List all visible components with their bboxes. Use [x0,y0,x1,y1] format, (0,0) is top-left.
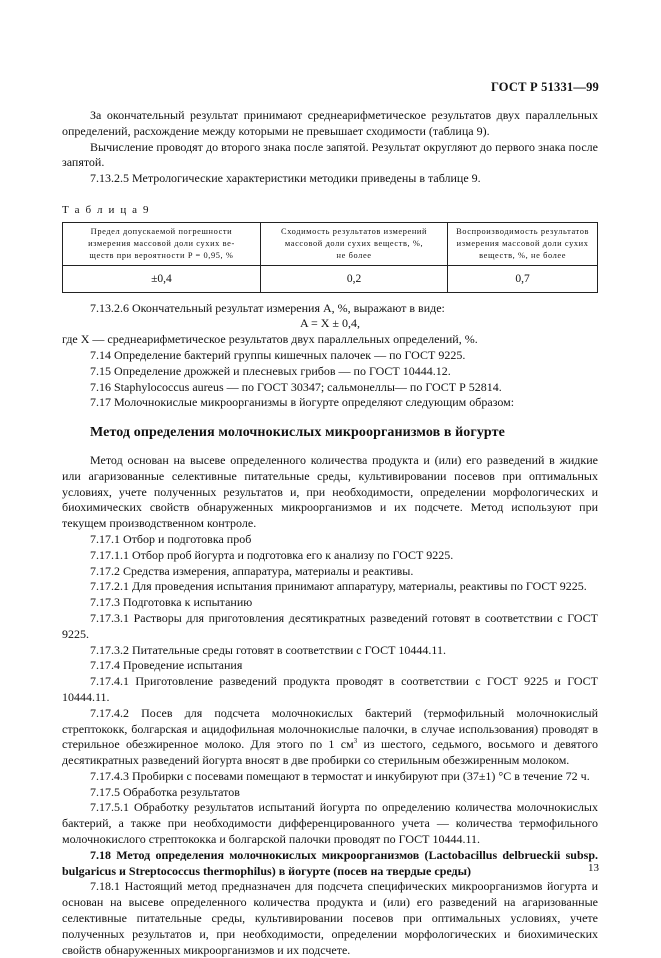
header-line: измерения массовой доли сухих ве- [88,238,235,248]
table-header-row [63,222,598,265]
paragraph: За окончательный результат принимают среднеарифметическое результатов двух параллельных определений, расхождение между которыми не превышает сходимости (таблица 9). [62,108,598,138]
paragraph: 7.16 Staphylococcus aureus — по ГОСТ 30347; сальмонеллы— по ГОСТ Р 52814. [90,379,502,394]
table-9 [62,222,598,293]
paragraph: 7.17.4.3 Пробирки с посевами помещают в термостат и инкубируют при (37±1) °С в течение 72 ч. [90,768,590,783]
subsection-heading: 7.18 Метод определения молочнокислых микроорганизмов (Lactobacillus delbrueckii subsp. bulgaricus и Streptococcus thermophilus) в йогурте (посев на твердые среды) [62,847,598,878]
superscript: 3 [353,737,358,746]
paragraph [62,706,598,769]
paragraph-text: из шестого, седьмого, восьмого и девятого десятикратных разведений йогурта вносят в две пробирки со стерильным обезжиренным молоком. [62,737,598,768]
section-title: Метод определения молочнокислых микроорганизмов в йогурте [90,425,505,441]
paragraph: 7.17 Молочнокислые микроорганизмы в йогурте определяют следующим образом: [90,395,515,410]
document-header: ГОСТ Р 51331—99 [490,80,599,94]
formula: A = X ± 0,4, [299,316,361,331]
paragraph: 7.17.5.1 Обработку результатов испытаний йогурта по определению количества молочнокислых бактерий, а также при необходимости дифференцированного учета — количества термофильного молочнокислого стрептококка и болгарской палочки проводят по ГОСТ 10444.11. [62,800,598,847]
header-line: Сходимость результатов измерений [281,226,428,236]
header-line: Предел допускаемой погрешности [90,226,233,236]
paragraph: 7.17.2 Средства измерения, аппаратура, материалы и реактивы. [90,563,414,578]
paragraph: 7.17.4 Проведение испытания [90,658,243,673]
table-caption: Т а б л и ц а 9 [62,203,151,216]
header-line: Воспроизводимость результатов [456,226,590,236]
paragraph: 7.13.2.6 Окончательный результат измерения A, %, выражают в виде: [90,300,445,315]
header-line: измерения массовой доли сухих [456,238,589,248]
header-line: веществ, %, не более [479,250,567,260]
paragraph: 7.17.3 Подготовка к испытанию [90,595,253,610]
paragraph: 7.17.1.1 Отбор проб йогурта и подготовка его к анализу по ГОСТ 9225. [90,547,454,562]
paragraph-text: 7.17.4.2 Посев для подсчета молочнокислых бактерий (термофильный молочнокислый стрептококк, болгарская и ацидофильная молочнокислые палочки, в случае использования) проводят в стерильное обезжиренное молоко. Для этого по 1 см [62,705,598,752]
paragraph: 7.17.2.1 Для проведения испытания принимают аппаратуру, материалы, реактивы по ГОСТ 9225. [90,579,587,594]
page-content [62,108,598,958]
header-line: не более [336,250,372,260]
table-row [63,265,598,292]
paragraph: 7.17.3.2 Питательные среды готовят в соответствии с ГОСТ 10444.11. [90,642,446,657]
paragraph: 7.17.3.1 Растворы для приготовления десятикратных разведений готовят в соответствии с ГОСТ 9225. [62,610,598,641]
table-cell: ±0,4 [63,265,261,292]
header-line: ществ при вероятности P = 0,95, % [89,250,234,260]
paragraph: Метод основан на высеве определенного количества продукта и (или) его разведений в жидкие или агаризованные селективные питательные среды, культивировании посевов при оптимальных условиях, учете полученных результатов и, при необходимости, определении морфологических и биохимических свойств обнаруженных микроорганизмов и их подсчете. Метод используют при текущем производственном контроле. [62,452,598,531]
table-header-cell [63,222,261,265]
paragraph: 7.17.4.1 Приготовление разведений продукта проводят в соответствии с ГОСТ 9225 и ГОСТ 10444.11. [62,674,598,704]
paragraph: 7.15 Определение дрожжей и плесневых грибов — по ГОСТ 10444.12. [90,363,451,378]
header-line: массовой доли сухих веществ, %, [284,238,424,248]
paragraph: 7.17.1 Отбор и подготовка проб [90,531,252,546]
table-header-cell [448,222,598,265]
paragraph: где X — среднеарифметическое результатов двух параллельных определений, %. [62,332,478,347]
table-header-cell [260,222,447,265]
paragraph: 7.17.5 Обработка результатов [90,784,240,799]
page-number: 13 [588,862,599,874]
table-cell: 0,7 [448,265,598,292]
paragraph: Вычисление проводят до второго знака после запятой. Результат округляют до первого знака после запятой. [62,139,598,170]
table-cell: 0,2 [260,265,447,292]
paragraph: 7.13.2.5 Метрологические характеристики методики приведены в таблице 9. [90,171,481,186]
paragraph: 7.14 Определение бактерий группы кишечных палочек — по ГОСТ 9225. [90,347,466,362]
paragraph: 7.18.1 Настоящий метод предназначен для подсчета специфических микроорганизмов йогурта и основан на высеве определенного количества продукта и (или) его разведений на агаризованные селективные питательные среды, культивировании посевов при оптимальных условиях, учете полученных результатов и, при необходимости, определении морфологических и биохимических свойств обнаруженных микроорганизмов и их подсчете. [62,879,598,957]
